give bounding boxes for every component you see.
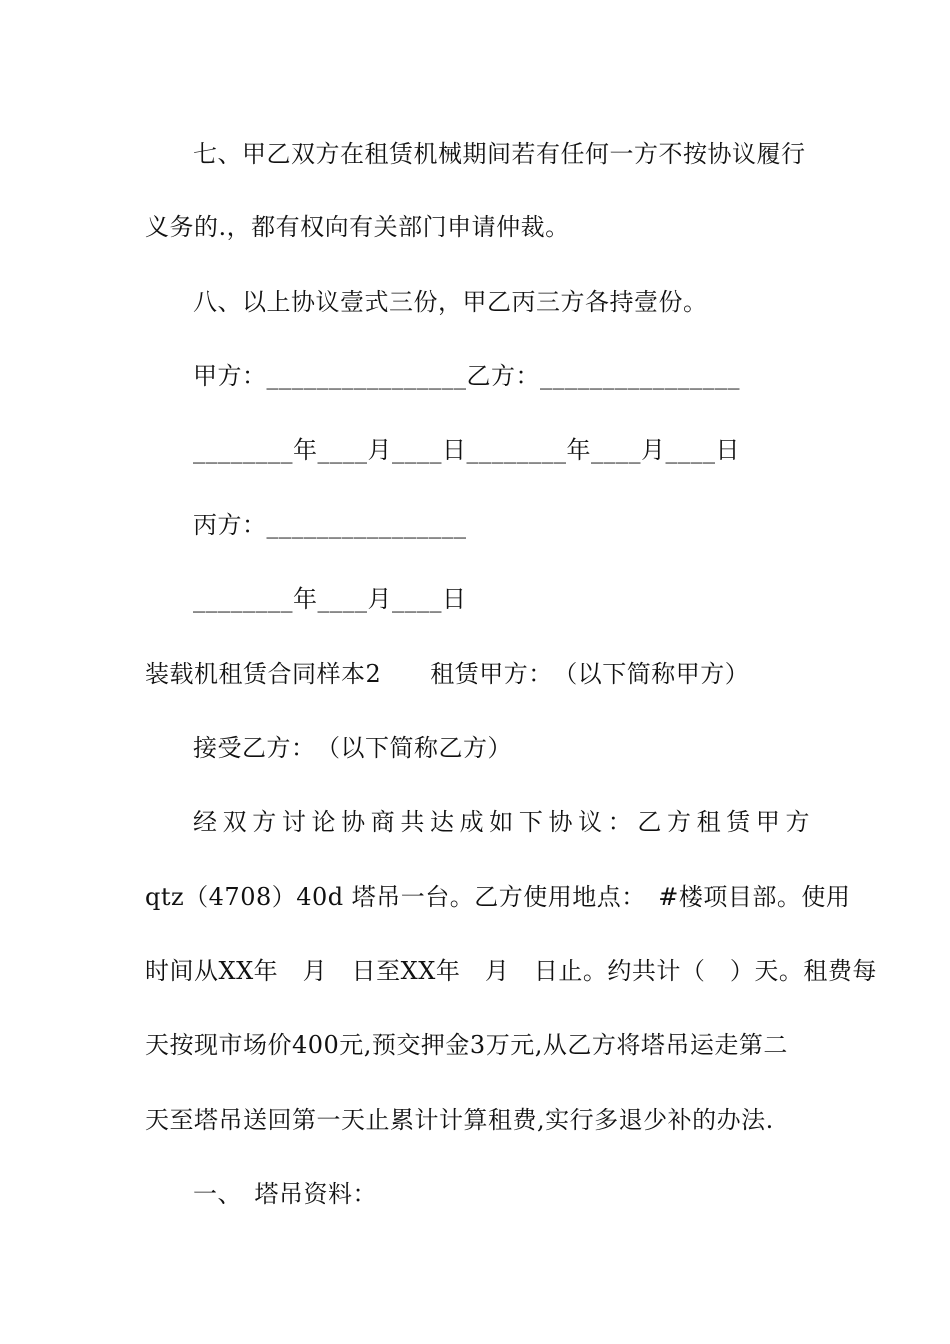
contract-sample-2-heading: 装载机租赁合同样本2 租赁甲方： （以下简称甲方） — [145, 660, 750, 688]
clause-7-line-2: 义务的.，都有权向有关部门申请仲裁。 — [145, 213, 570, 241]
clause-8: 八、以上协议壹式三份，甲乙丙三方各持壹份。 — [193, 288, 708, 316]
agreement-line-3: 时间从XX年 月 日至XX年 月 日止。约共计（ ）天。租费每 — [145, 957, 877, 985]
signature-party-a-b: 甲方：________________乙方：________________ — [193, 362, 740, 390]
signature-party-c: 丙方：________________ — [193, 511, 467, 539]
agreement-line-5: 天至塔吊送回第一天止累计计算租费,实行多退少补的办法. — [145, 1106, 774, 1134]
agreement-line-4: 天按现市场价400元,预交押金3万元,从乙方将塔吊运走第二 — [145, 1031, 788, 1059]
section-1-tower-crane-info: 一、 塔吊资料： — [193, 1180, 377, 1208]
party-b-intro: 接受乙方： （以下简称乙方） — [193, 734, 512, 762]
agreement-line-1: 经双方讨论协商共达成如下协议：乙方租赁甲方 — [193, 808, 810, 836]
signature-date-c: ________年____月____日 — [193, 585, 467, 613]
signature-date-a-b: ________年____月____日________年____月____日 — [193, 436, 740, 464]
clause-7-line-1: 七、甲乙双方在租赁机械期间若有任何一方不按协议履行 — [193, 140, 806, 168]
agreement-line-2: qtz（4708）40d 塔吊一台。乙方使用地点： #楼项目部。使用 — [145, 883, 851, 911]
